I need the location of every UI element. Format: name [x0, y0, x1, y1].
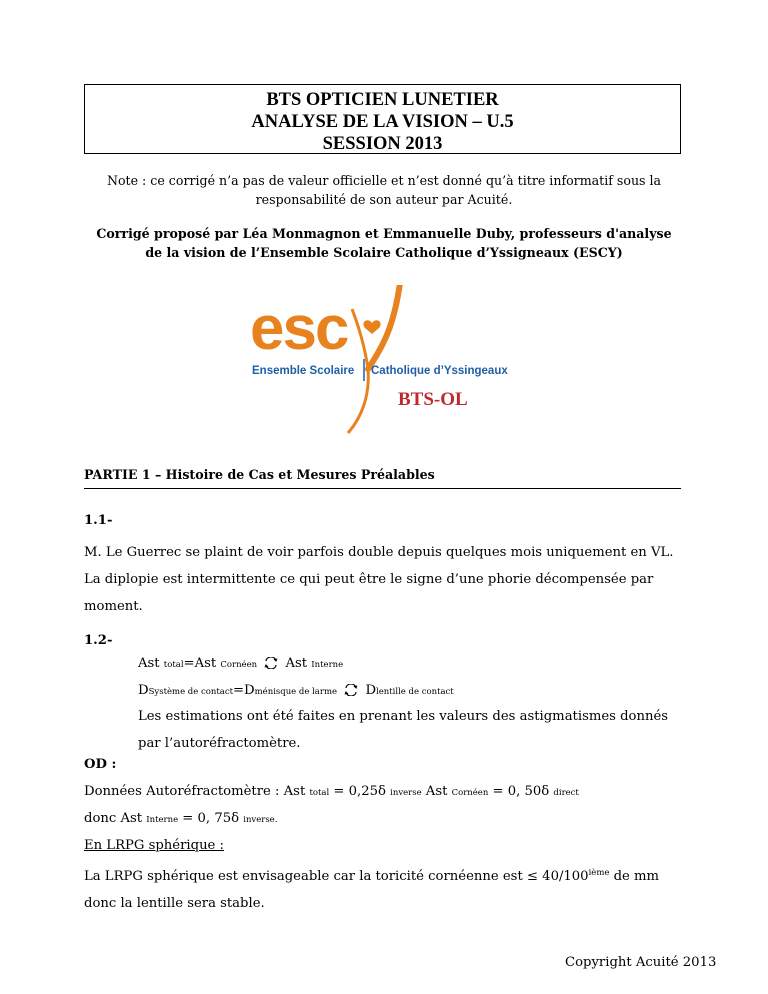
- estimations-line2: par l’autoréfractomètre.: [138, 736, 301, 751]
- q11-line2: La diplopie est intermittente ce qui peut être le signe d’une phorie décompensée par: [84, 572, 654, 587]
- q11-paragraph: [84, 539, 681, 620]
- lrpg-line1: La LRPG sphérique est envisageable car la toricité cornéenne est ≤ 40/100ième de mm: [84, 868, 660, 884]
- header-box: [84, 84, 681, 154]
- lrpg-title: En LRPG sphérique :: [84, 838, 225, 853]
- escy-logo: [244, 285, 516, 435]
- q12-label: 1.2-: [84, 633, 113, 648]
- note-line1: Note : ce corrigé n’a pas de valeur officielle et n’est donné qu’à titre informatif sous la: [106, 173, 662, 188]
- part1-title: PARTIE 1 – Histoire de Cas et Mesures Préalables: [84, 467, 681, 489]
- od-label: OD :: [84, 757, 117, 772]
- q11-label: 1.1-: [84, 513, 113, 528]
- od-data-line: Données Autoréfractomètre : Ast total = 0,25δ inverse Ast Cornéen = 0, 50δ direct: [84, 784, 579, 799]
- corrige-paragraph: [92, 224, 676, 262]
- circular-arrows-icon: [344, 684, 358, 696]
- heart-icon: [363, 320, 380, 334]
- logo-right-text: Catholique d’Yssingeaux: [371, 365, 508, 377]
- copyright: Copyright Acuité 2013: [565, 955, 717, 970]
- q11-line1: M. Le Guerrec se plaint de voir parfois double depuis quelques mois uniquement en VL.: [84, 545, 674, 560]
- lrpg-paragraph: [84, 860, 681, 917]
- formula-dioptres: DSystème de contact=Dménisque de larme Dlentille de contact: [138, 683, 454, 698]
- estimations-paragraph: [138, 703, 676, 757]
- corrige-line1: Corrigé proposé par Léa Monmagnon et Emmanuelle Duby, professeurs d'analyse: [96, 226, 672, 241]
- logo-program: BTS-OL: [398, 389, 468, 410]
- estimations-line1: Les estimations ont été faites en prenant les valeurs des astigmatismes donnés: [138, 709, 669, 724]
- q11-line3: moment.: [84, 599, 143, 614]
- corrige-line2: de la vision de l’Ensemble Scolaire Catholique d’Yssigneaux (ESCY): [145, 245, 623, 260]
- header-line1: BTS OPTICIEN LUNETIER: [266, 90, 499, 110]
- header-line2: ANALYSE DE LA VISION – U.5: [251, 112, 514, 132]
- logo-wordmark: esc: [250, 294, 348, 363]
- note-paragraph: [100, 171, 668, 209]
- formula-astigmatism: Ast total=Ast Cornéen Ast Interne: [138, 656, 344, 671]
- note-line2: responsabilité de son auteur par Acuité.: [255, 192, 513, 207]
- circular-arrows-icon: [264, 657, 278, 669]
- lrpg-line2: donc la lentille sera stable.: [84, 896, 265, 911]
- logo-left-text: Ensemble Scolaire: [252, 365, 355, 377]
- od-donc-line: donc Ast Interne = 0, 75δ inverse.: [84, 811, 278, 826]
- header-line3: SESSION 2013: [322, 134, 443, 154]
